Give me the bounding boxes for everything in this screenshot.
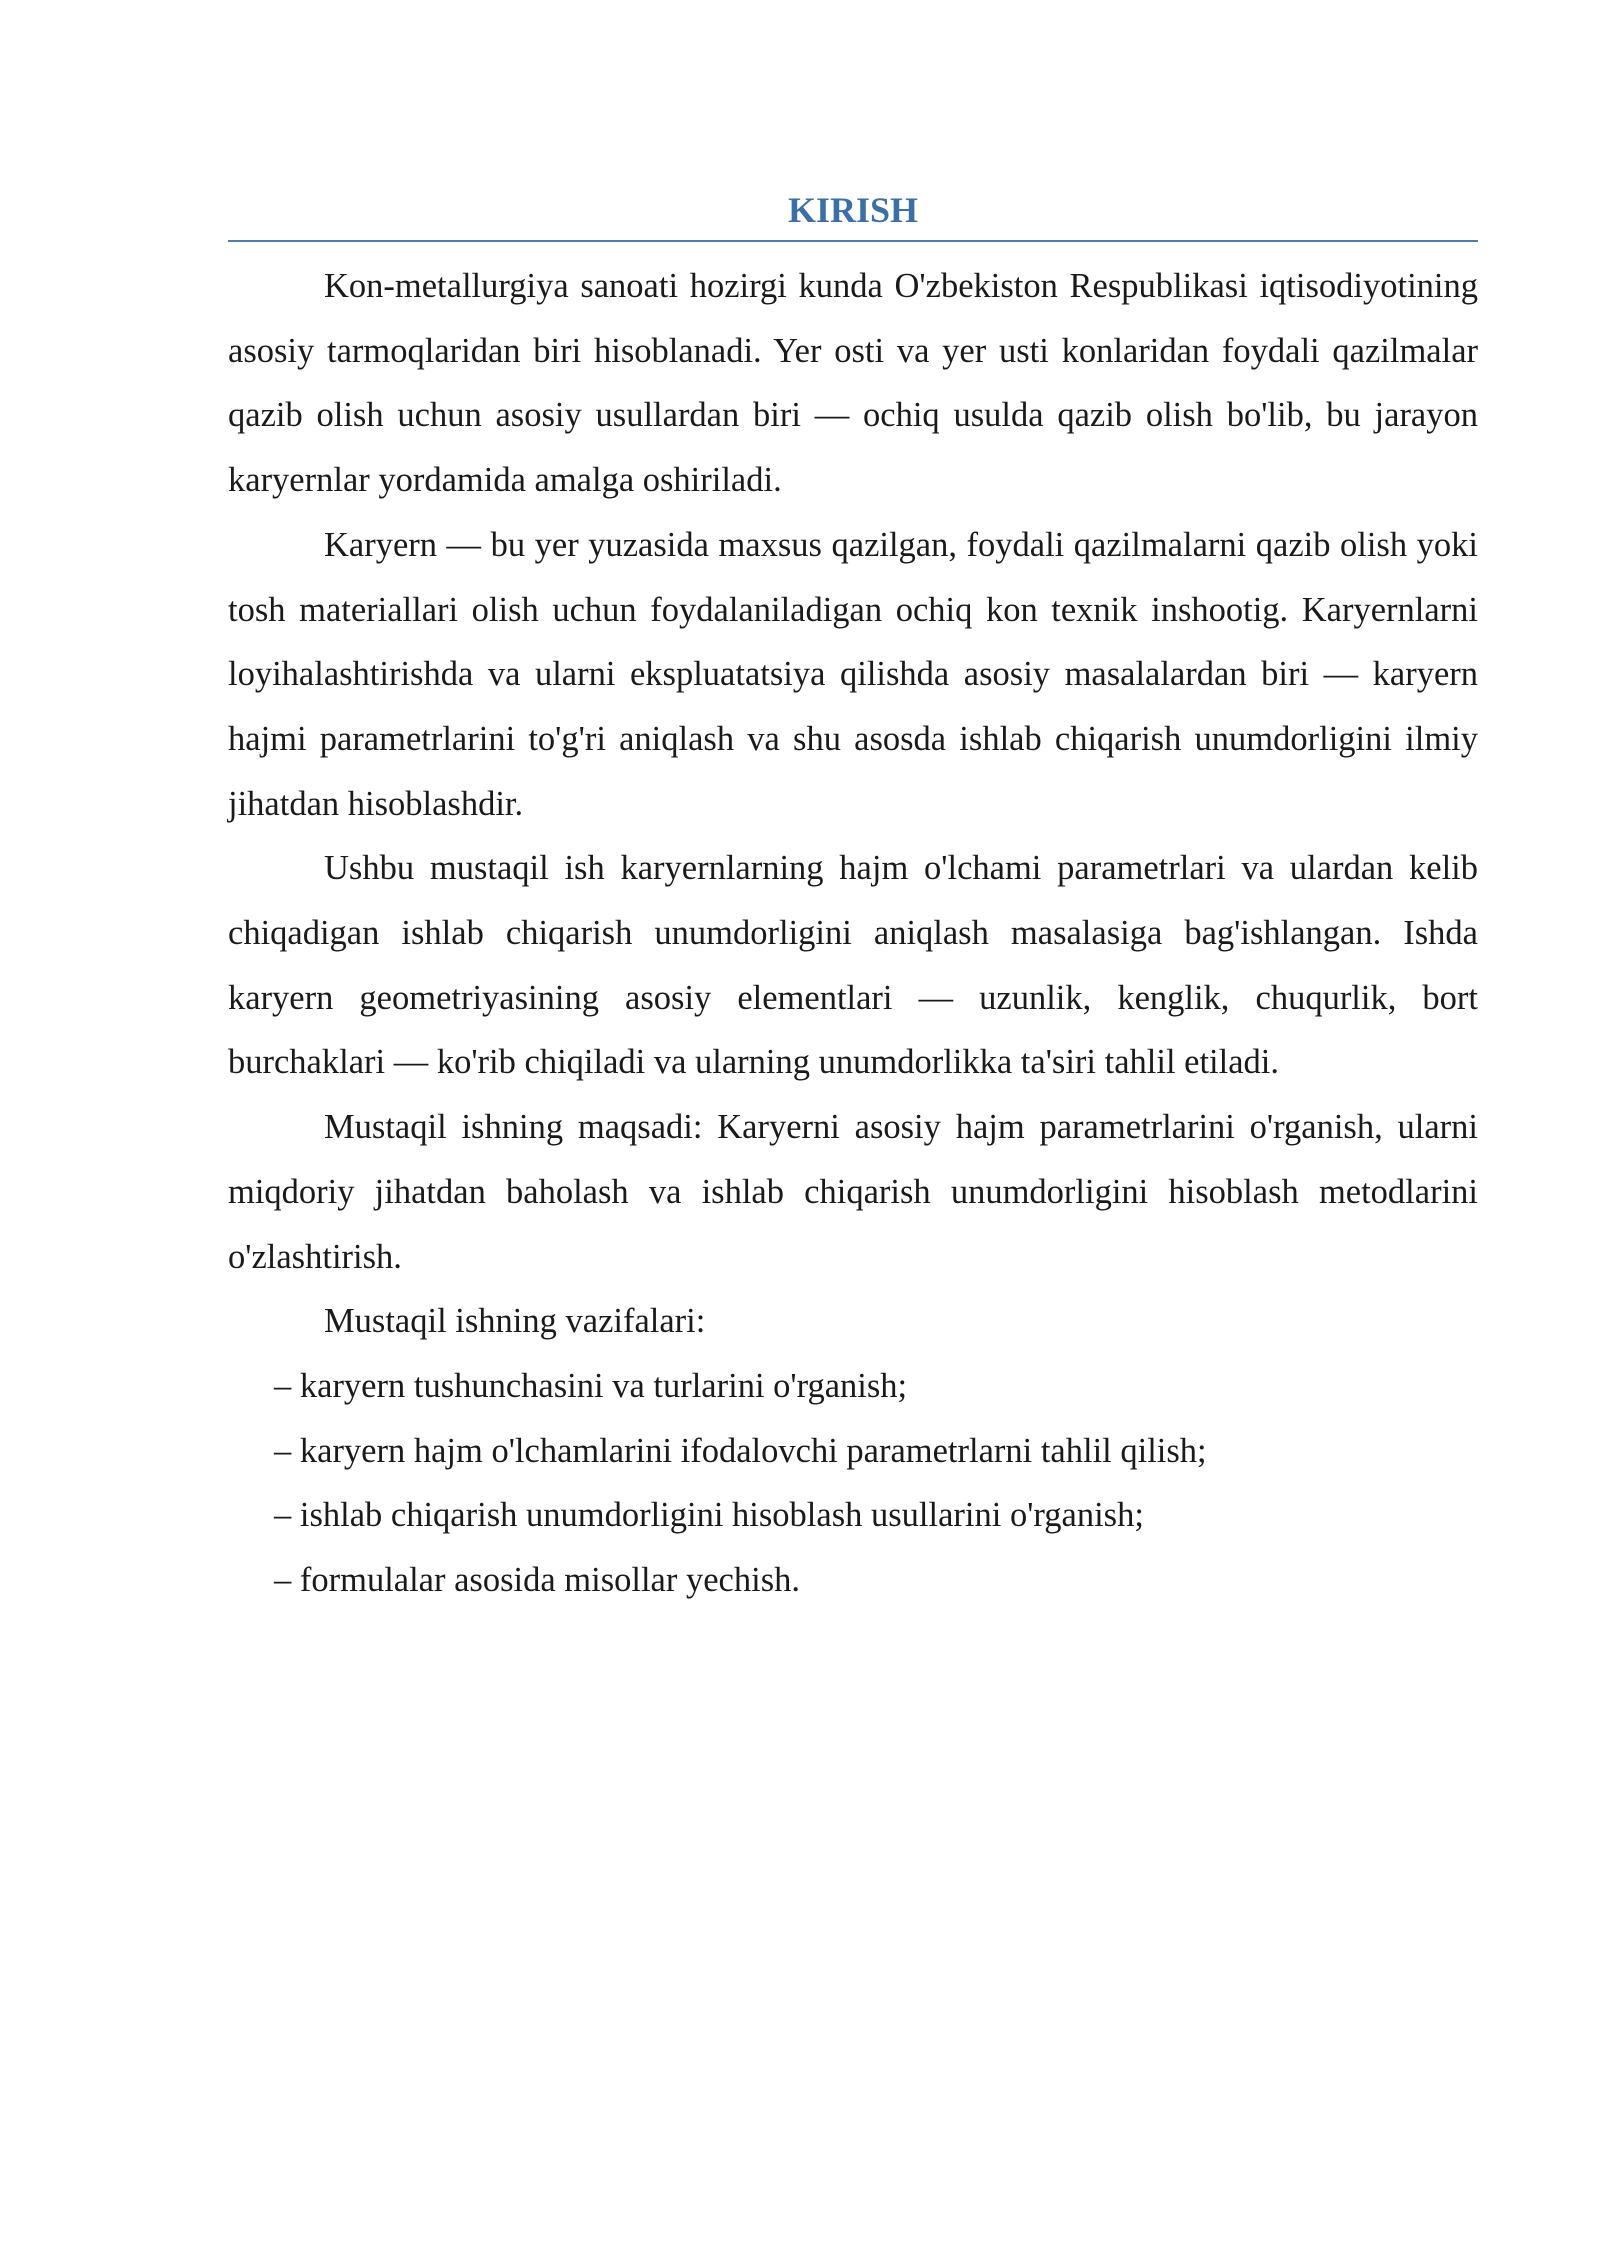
paragraph-karyern-definition: Karyern — bu yer yuzasida maxsus qazilgan, foydali qazilmalarni qazib olish yoki tosh materiallari olish uchun foydalaniladigan ochiq kon texnik inshootig. Karyernlarni loyihalashtirishda va ularni ekspluatatsiya qilishda asosiy masalalardan biri — karyern hajmi parametrlarini to'g'ri aniqlash va shu asosda ishlab chiqarish unumdorligini ilmiy jihatdan hisoblashdir. [228, 525, 1478, 823]
list-item: – ishlab chiqarish unumdorligini hisoblash usullarini o'rganish; [274, 1496, 1144, 1535]
tasks-list [228, 1354, 1478, 1613]
list-item: – formulalar asosida misollar yechish. [274, 1561, 800, 1600]
section-heading: KIRISH [228, 186, 1478, 242]
paragraph-tasks-heading: Mustaqil ishning vazifalari: [324, 1302, 706, 1341]
paragraph-intro: Kon-metallurgiya sanoati hozirgi kunda O'zbekiston Respublikasi iqtisodiyotining asosiy tarmoqlaridan biri hisoblanadi. Yer osti va yer usti konlaridan foydali qazilmalar qazib olish uchun asosiy usullardan biri — ochiq usulda qazib olish bo'lib, bu jarayon karyernlar yordamida amalga oshiriladi. [228, 267, 1478, 500]
paragraph-work-scope: Ushbu mustaqil ish karyernlarning hajm o'lchami parametrlari va ulardan kelib chiqadigan ishlab chiqarish unumdorligini aniqlash masalasiga bag'ishlangan. Ishda karyern geometriyasining asosiy elementlari — uzunlik, kenglik, chuqurlik, bort burchaklari — ko'rib chiqiladi va ularning unumdorlikka ta'siri tahlil etiladi. [228, 849, 1478, 1082]
list-item: – karyern tushunchasini va turlarini o'rganish; [274, 1366, 908, 1405]
paragraph-goal: Mustaqil ishning maqsadi: Karyerni asosiy hajm parametrlarini o'rganish, ularni miqdoriy jihatdan baholash va ishlab chiqarish unumdorligini hisoblash metodlarini o'zlashtirish. [228, 1108, 1478, 1276]
document-body [228, 186, 1478, 1613]
list-item: – karyern hajm o'lchamlarini ifodalovchi parametrlarni tahlil qilish; [274, 1431, 1207, 1470]
